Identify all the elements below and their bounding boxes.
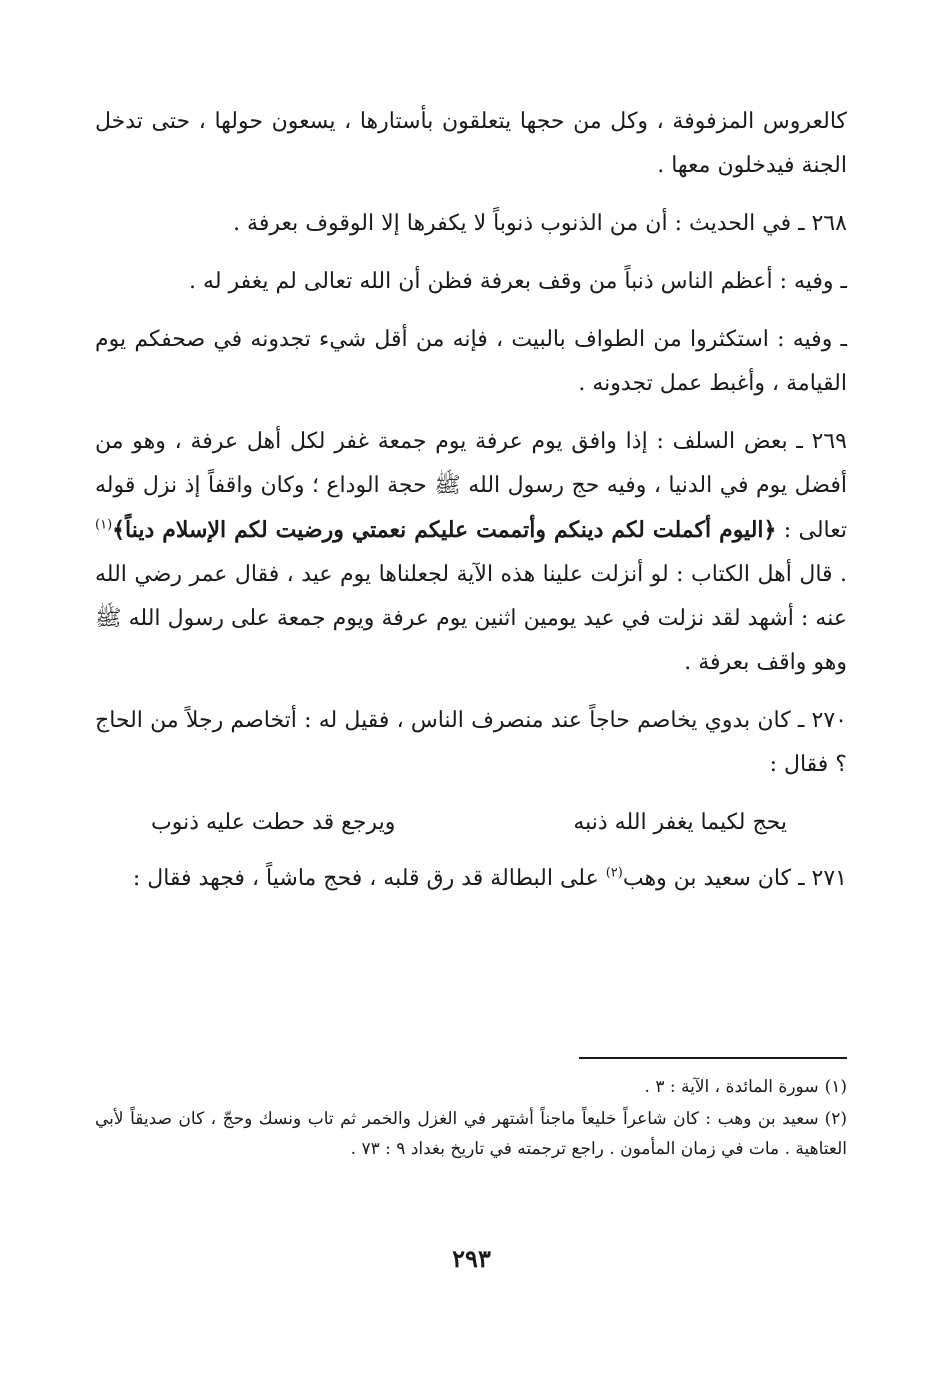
paragraph: كالعروس المزفوفة ، وكل من حجها يتعلقون بأستارها ، يسعون حولها ، حتى تدخل الجنة فيدخلون معها . [95,109,847,178]
footnote-text: سعيد بن وهب : كان شاعراً خليعاً ماجناً أشتهر في الغزل والخمر ثم تاب ونسك وحجّ ، كان صديقاً لأبي العتاهية . مات في زمان المأمون . راجع ترجمته في تاريخ بغداد ٩ : ٧٣ . [95,1109,847,1159]
footnote-separator [579,1057,847,1059]
paragraph-text: ٢٦٩ ـ بعض السلف : إذا وافق يوم عرفة يوم جمعة غفر لكل أهل عرفة ، وهو من أفضل يوم في الدنيا ، وفيه حج رسول الله ﷺ حجة الوداع ؛ وكان واقفاً إذ نزل قوله تعالى : [95,429,847,543]
page-number: ٢٩٣ [452,1244,491,1273]
quran-verse: ﴿اليوم أكملت لكم دينكم وأتممت عليكم نعمتي ورضيت لكم الإسلام ديناً﴾ [112,517,777,543]
paragraph-268: ٢٦٨ ـ في الحديث : أن من الذنوب ذنوباً لا يكفرها إلا الوقوف بعرفة . [233,211,847,236]
footnote-text: سورة المائدة ، الآية : ٣ . [644,1077,819,1097]
footnote [95,1104,847,1164]
verse-first-hemistich: يحج لكيما يغفر الله ذنبه [573,810,787,835]
poem-verse [95,801,847,845]
paragraph: ـ وفيه : استكثروا من الطواف بالبيت ، فإنه من أقل شيء تجدونه في صحفكم يوم القيامة ، وأغبط عمل تجدونه . [95,327,847,396]
verse-second-hemistich: ويرجع قد حطت عليه ذنوب [151,810,396,835]
footnote-number: (٢) [824,1109,847,1129]
paragraph-271 [95,857,847,901]
footnote-ref: (١) [95,517,113,533]
footnotes [95,1072,847,1166]
paragraph-text: ٢٧١ ـ كان سعيد بن وهب [622,866,847,891]
footnote [95,1072,847,1102]
paragraph-269 [95,420,847,685]
paragraph-270: ٢٧٠ ـ كان بدوي يخاصم حاجاً عند منصرف الناس ، فقيل له : أتخاصم رجلاً من الحاج ؟ فقال : [95,708,847,777]
paragraph-text: . قال أهل الكتاب : لو أنزلت علينا هذه الآية لجعلناها يوم عيد ، فقال عمر رضي الله عنه : أشهد لقد نزلت في عيد يومين اثنين يوم عرفة ويوم جمعة على رسول الله ﷺ وهو واقف بعرفة . [95,562,847,675]
paragraph-text: على البطالة قد رق قلبه ، فحج ماشياً ، فجهد فقال : [132,866,606,891]
footnote-number: (١) [824,1077,847,1097]
main-text [95,100,847,915]
footnote-ref: (٢) [605,865,623,881]
paragraph: ـ وفيه : أعظم الناس ذنباً من وقف بعرفة فظن أن الله تعالى لم يغفر له . [189,269,847,294]
